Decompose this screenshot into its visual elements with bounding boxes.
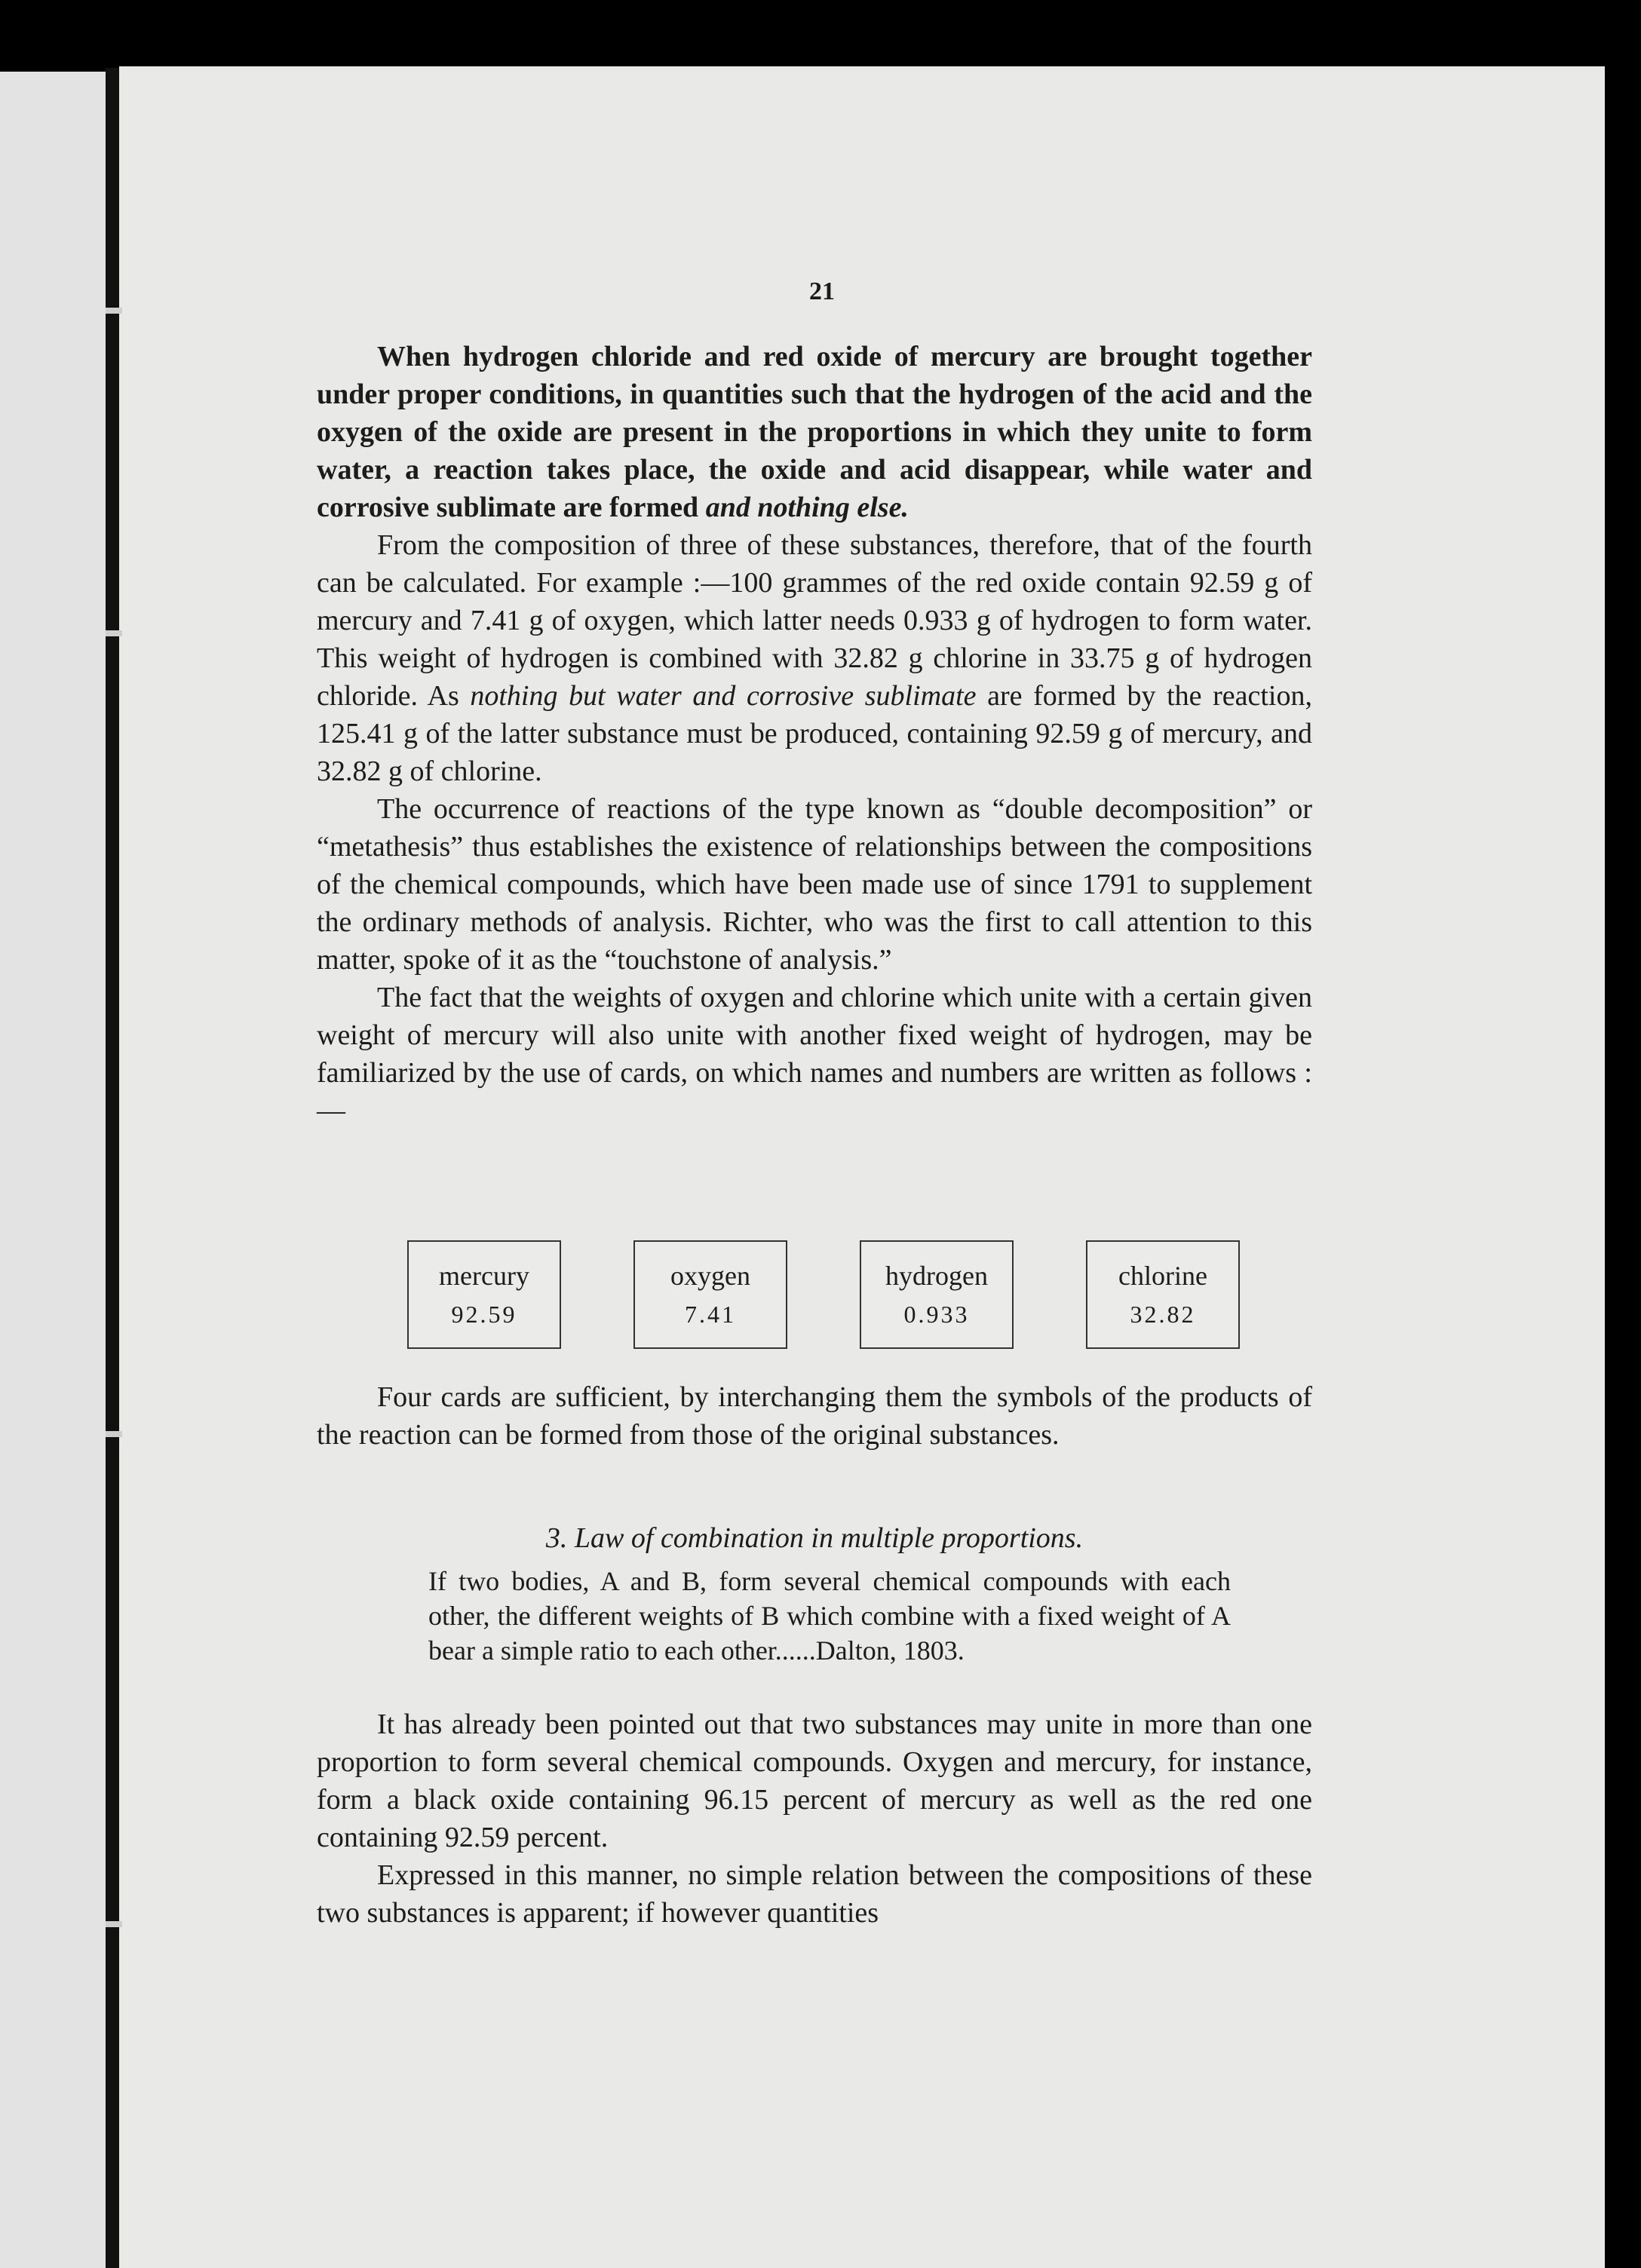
paragraph-cards-intro: The fact that the weights of oxygen and chlorine which unite with a certain given weight of mercury will also unite with another fixed weight of hydrogen, may be familiarized by the use of cards, on which names and numbers are written as follows :— xyxy=(317,982,1312,1126)
body-text-top xyxy=(317,338,1312,1129)
card-name: oxygen xyxy=(670,1261,750,1291)
binding-mark xyxy=(106,630,122,636)
binding-mark xyxy=(106,1431,122,1437)
paragraph-emphasis: and nothing else. xyxy=(705,492,909,523)
book-spine xyxy=(106,68,119,2268)
paragraph-text: are formed by the reaction, 125.41 g of the latter substance must be produced, containing 92.59 g of mercury, and 32.82 g of chlorine. xyxy=(317,680,1312,787)
binding-mark xyxy=(106,308,122,314)
section-heading: 3. Law of combination in multiple proportions. xyxy=(545,1522,1084,1554)
body-text-after-cards xyxy=(317,1378,1312,1454)
paragraph-four-cards: Four cards are sufficient, by interchanging them the symbols of the products of the reaction can be formed from those of the original substances. xyxy=(317,1381,1312,1451)
left-page-edge xyxy=(0,72,106,2268)
body-text-bottom xyxy=(317,1706,1312,1932)
paragraph-composition xyxy=(317,526,1312,790)
paragraph-text: When hydrogen chloride and red oxide of mercury are brought together under proper conditions, in quantities such that the hydrogen of the acid and the oxygen of the oxide are present in the proportions in which they unite to form water, a reaction takes place, the oxide and acid disappear, while water and corrosive sublimate are formed xyxy=(317,341,1312,523)
card-name: chlorine xyxy=(1118,1261,1207,1291)
cards-row xyxy=(407,1240,1252,1361)
card-mercury xyxy=(407,1240,561,1349)
paragraph-emphasis: nothing but water and corrosive sublimate xyxy=(470,680,977,712)
paragraph-multiple-proportions: It has already been pointed out that two substances may unite in more than one proportion to form several chemical compounds. Oxygen and mercury, for instance, form a black oxide containing 96.15 percent of mercury as well as the red one containing 92.59 percent. xyxy=(317,1709,1312,1853)
paragraph-double-decomposition: The occurrence of reactions of the type known as “double decomposition” or “metathesis” thus establishes the existence of relationships between the compositions of the chemical compounds, which have been made use of since 1791 to supplement the ordinary methods of analysis. Richter, who was the first to call attention to this matter, spoke of it as the “touchstone of analysis.” xyxy=(317,793,1312,976)
card-value: 92.59 xyxy=(451,1301,517,1328)
card-value: 7.41 xyxy=(685,1301,736,1328)
card-name: hydrogen xyxy=(885,1261,988,1291)
card-name: mercury xyxy=(439,1261,529,1291)
paragraph-text: From the composition of three of these substances, therefore, that of the fourth can be calculated. For example :—100 grammes of the red oxide contain 92.59 g of mercury and 7.41 g of oxygen, which latter needs 0.933 g of hydrogen to form water. This weight of hydrogen is combined with 32.82 g chlorine in 33.75 g of hydrogen chloride. As xyxy=(317,529,1312,712)
card-value: 0.933 xyxy=(903,1301,970,1328)
card-value: 32.82 xyxy=(1130,1301,1196,1328)
binding-mark xyxy=(106,1921,122,1927)
card-oxygen xyxy=(633,1240,787,1349)
card-chlorine xyxy=(1086,1240,1240,1349)
law-statement: If two bodies, A and B, form several chemical compounds with each other, the different weights of B which combine with a fixed weight of A bear a simple ratio to each other......Dalton, 1803. xyxy=(428,1566,1231,1666)
paragraph-hydrogen-chloride xyxy=(317,338,1312,526)
page-number: 21 xyxy=(809,277,835,305)
card-hydrogen xyxy=(860,1240,1014,1349)
paragraph-expressed: Expressed in this manner, no simple relation between the compositions of these two substances is apparent; if however quantities xyxy=(317,1859,1312,1929)
